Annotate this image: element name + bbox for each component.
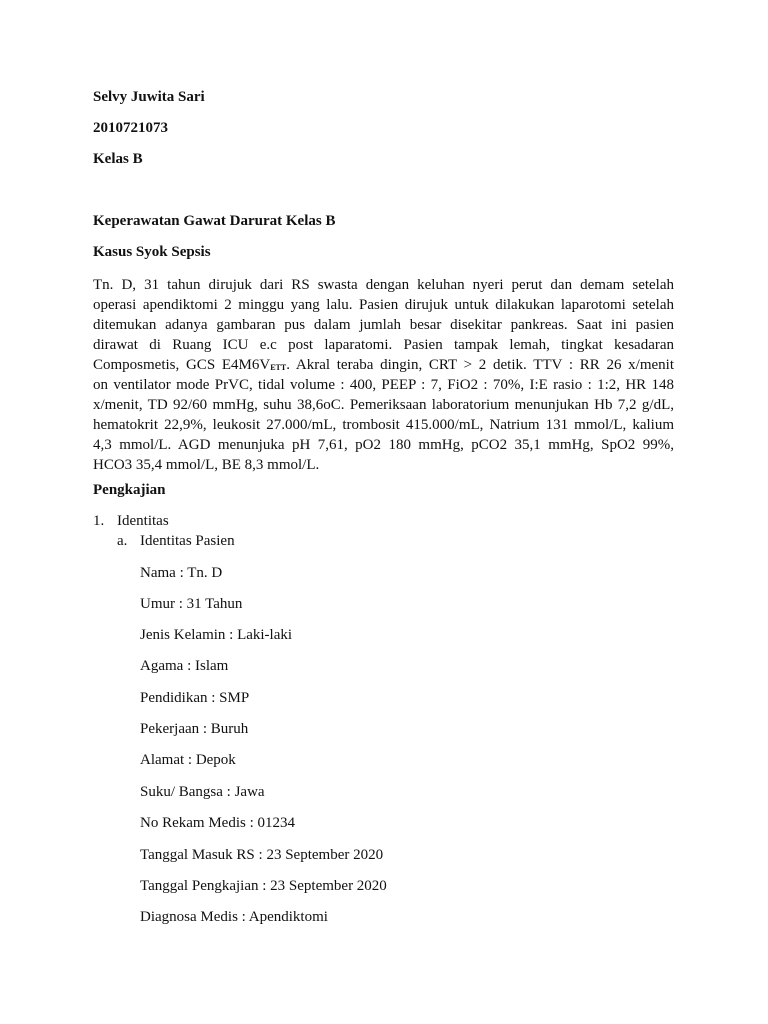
case-line: hematokrit 22,9%, leukosit 27.000/mL, trombosit 415.000/mL, Natrium 131 mmol/L, kalium	[93, 417, 674, 433]
section-title: Pengkajian	[93, 482, 166, 498]
case-line: 4,3 mmol/L. AGD menunjuka pH 7,61, pO2 180 mmHg, pCO2 35,1 mmHg, SpO2 99%,	[93, 437, 674, 453]
case-line-gcs	[93, 355, 674, 375]
list-item-label: Identitas	[117, 513, 169, 529]
class-label: Kelas B	[93, 151, 143, 167]
case-line: dirawat di Ruang ICU e.c post laparatomi. Pasien tampak lemah, tingkat kesadaran	[93, 337, 674, 353]
case-line: x/menit, TD 92/60 mmHg, suhu 38,6oC. Pemeriksaan laboratorium menunjukan Hb 7,2 g/dL,	[93, 397, 674, 413]
identity-field: Suku/ Bangsa : Jawa	[140, 784, 265, 800]
identity-field: No Rekam Medis : 01234	[140, 815, 295, 831]
list-number: 1.	[93, 513, 105, 529]
identity-field: Pekerjaan : Buruh	[140, 721, 249, 737]
course-title: Keperawatan Gawat Darurat Kelas B	[93, 213, 336, 229]
identity-field: Jenis Kelamin : Laki-laki	[140, 627, 293, 643]
identity-field: Tanggal Masuk RS : 23 September 2020	[140, 847, 384, 863]
student-name: Selvy Juwita Sari	[93, 89, 205, 105]
identity-field: Agama : Islam	[140, 658, 229, 674]
gcs-text: Composmetis, GCS E4M6V	[93, 357, 271, 373]
student-id: 2010721073	[93, 120, 168, 136]
identity-field: Tanggal Pengkajian : 23 September 2020	[140, 878, 387, 894]
sublist-letter: a.	[117, 533, 128, 549]
case-line: HCO3 35,4 mmol/L, BE 8,3 mmol/L.	[93, 457, 320, 473]
case-line: Tn. D, 31 tahun dirujuk dari RS swasta dengan keluhan nyeri perut dan demam setelah	[93, 277, 674, 293]
case-title: Kasus Syok Sepsis	[93, 244, 211, 260]
gcs-subscript: ETT	[270, 363, 287, 372]
identity-field: Nama : Tn. D	[140, 565, 223, 581]
gcs-rest: . Akral teraba dingin, CRT > 2 detik. TTV : RR 26 x/menit	[286, 357, 674, 373]
case-paragraph	[93, 275, 674, 475]
identity-field: Alamat : Depok	[140, 752, 236, 768]
case-line: operasi apendiktomi 2 minggu yang lalu. Pasien dirujuk untuk dilakukan laparotomi setelah	[93, 297, 674, 313]
identity-field: Umur : 31 Tahun	[140, 596, 243, 612]
identity-field: Diagnosa Medis : Apendiktomi	[140, 909, 328, 925]
sublist-item-label: Identitas Pasien	[140, 533, 235, 549]
case-line: on ventilator mode PrVC, tidal volume : 400, PEEP : 7, FiO2 : 70%, I:E rasio : 1:2, HR 148	[93, 377, 674, 393]
case-line: ditemukan adanya gambaran pus dalam jumlah besar disekitar pankreas. Saat ini pasien	[93, 317, 674, 333]
identity-field: Pendidikan : SMP	[140, 690, 250, 706]
